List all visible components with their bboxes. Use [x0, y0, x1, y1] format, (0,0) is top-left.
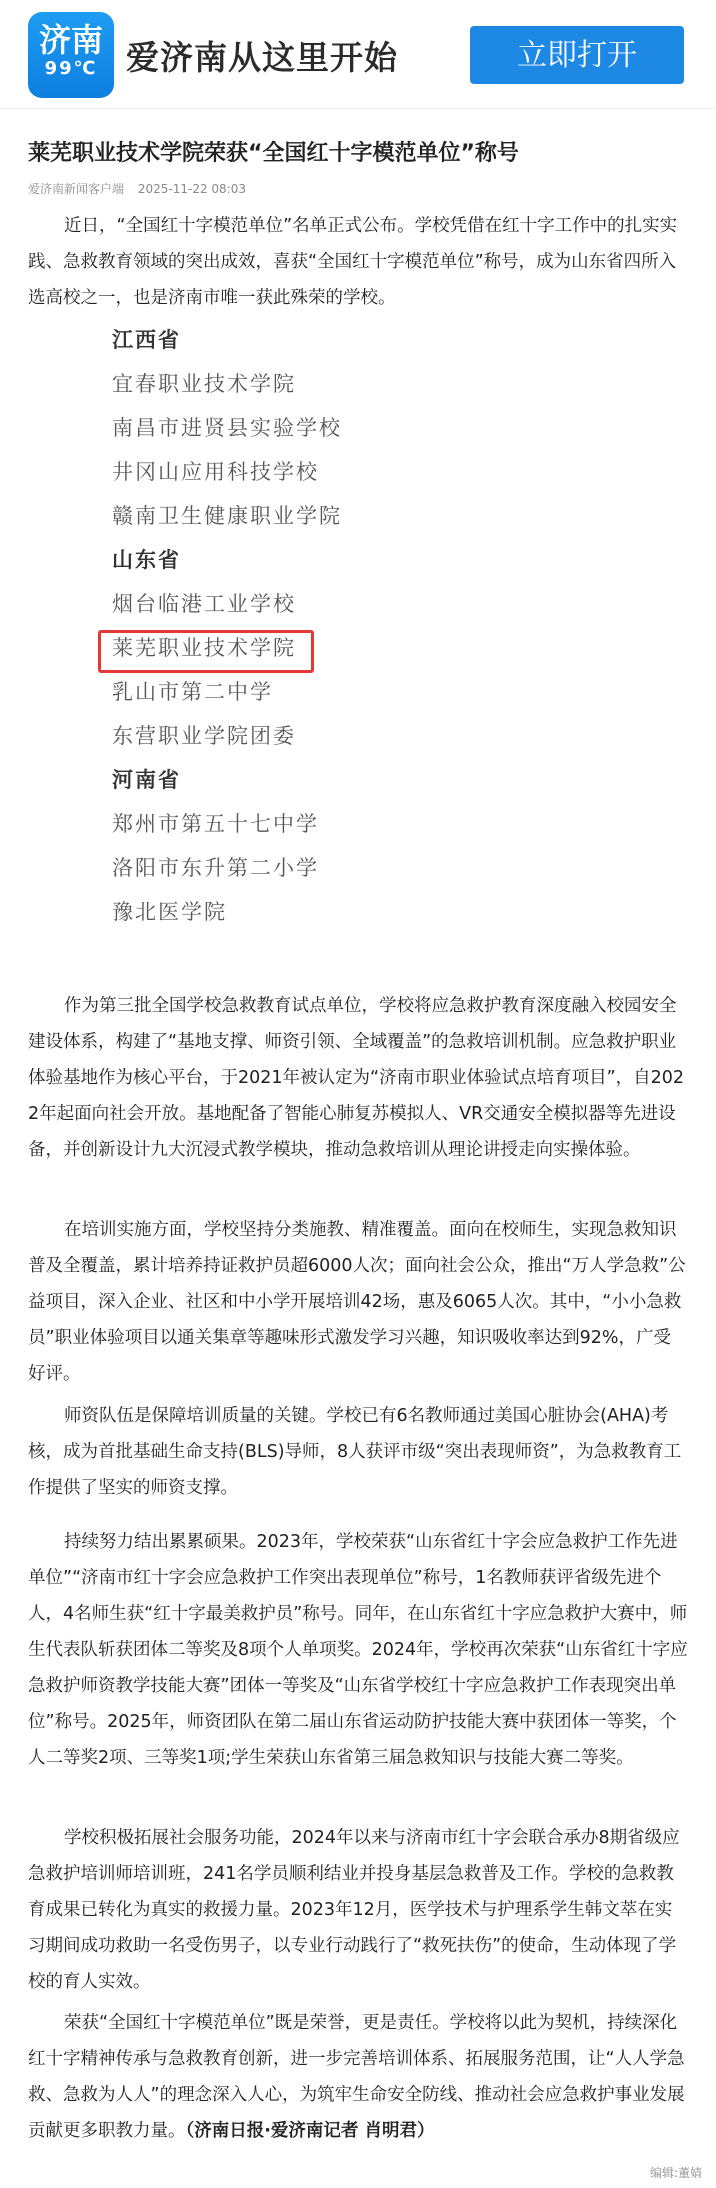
logo-text-top: 济南 [38, 21, 103, 59]
list-item: 东营职业学院团委 [112, 724, 296, 748]
highlight-box [98, 630, 314, 673]
body-paragraph-5: 学校积极拓展社会服务功能，2024年以来与济南市红十字会联合承办8期省级应急救护培训师培训班，241名学员顺利结业并投身基层急救普及工作。学校的急救教育成果已转化为真实的救援力量。2023年12月，医学技术与护理系学生韩文萃在实习期间成功救助一名受伤男子，以专业行动践行了“救死扶伤”的使命，生动体现了学校的育人实效。 [28, 1828, 680, 1992]
list-item: 南昌市进贤县实验学校 [112, 416, 342, 440]
body-paragraph-2: 在培训实施方面，学校坚持分类施教、精准覆盖。面向在校师生，实现急救知识普及全覆盖，累计培养持证救护员超6000人次；面向社会公众，推出“万人学急救”公益项目，深入企业、社区和中小学开展培训42场，惠及6065人次。其中，“小小急救员”职业体验项目以通关集章等趣味形式激发学习兴趣，知识吸收率达到92%，广受好评。 [28, 1220, 686, 1384]
article-time: 2025-11-22 08:03 [137, 182, 246, 196]
honoree-list-image [112, 318, 342, 934]
list-item: 井冈山应用科技学校 [112, 460, 319, 484]
closing-text: 荣获“全国红十字模范单位”既是荣誉，更是责任。学校将以此为契机，持续深化红十字精神传承与急救教育创新，进一步完善培训体系、拓展服务范围，让“人人学急救、急救为人人”的理念深入人心，为筑牢生命安全防线、推动社会应急救护事业发展贡献更多职教力量。 [28, 2013, 685, 2141]
article-meta [28, 180, 256, 197]
list-item: 乳山市第二中学 [112, 680, 273, 704]
list-item: 河南省 [112, 767, 181, 792]
body-paragraph-3: 师资队伍是保障培训质量的关键。学校已有6名教师通过美国心脏协会(AHA)考核，成为首批基础生命支持(BLS)导师，8人获评市级“突出表现师资”，为急救教育工作提供了坚实的师资支撑。 [28, 1406, 682, 1498]
body-paragraph-4: 持续努力结出累累硕果。2023年，学校荣获“山东省红十字会应急救护工作先进单位”“济南市红十字会应急救护工作突出表现单位”称号，1名教师获评省级先进个人，4名师生获“红十字最美救护员”称号。同年，在山东省红十字应急救护大赛中，师生代表队斩获团体二等奖及8项个人单项奖。2024年，学校再次荣获“山东省红十字应急救护师资教学技能大赛”团体一等奖及“山东省学校红十字应急救护工作表现突出单位”称号。2025年，师资团队在第二届山东省运动防护技能大赛中获团体一等奖，个人二等奖2项、三等奖1项;学生荣获山东省第三届急救知识与技能大赛二等奖。 [28, 1532, 688, 1768]
list-item: 郑州市第五十七中学 [112, 812, 319, 836]
list-item: 烟台临港工业学校 [112, 592, 296, 616]
logo-text-bottom: 99℃ [44, 58, 98, 79]
open-app-button[interactable]: 立即打开 [470, 26, 684, 84]
list-item: 江西省 [112, 327, 181, 352]
jinan-app-logo [28, 12, 114, 98]
editor-credit: 编辑:董婧 [649, 2166, 702, 2180]
banner-slogan: 爱济南从这里开始 [126, 38, 398, 77]
byline: （济南日报·爱济南记者 肖明君） [185, 2121, 435, 2141]
list-item: 洛阳市东升第二小学 [112, 856, 319, 880]
list-item: 山东省 [112, 547, 181, 572]
body-paragraph-6 [28, 2005, 688, 2149]
body-paragraph-1: 作为第三批全国学校急救教育试点单位，学校将应急救护教育深度融入校园安全建设体系，构建了“基地支撑、师资引领、全域覆盖”的急救培训机制。应急救护职业体验基地作为核心平台，于2021年被认定为“济南市职业体验试点培育项目”，自2022年起面向社会开放。基地配备了智能心肺复苏模拟人、VR交通安全模拟器等先进设备，并创新设计九大沉浸式教学模块，推动急救培训从理论讲授走向实操体验。 [28, 996, 685, 1160]
app-download-banner [0, 0, 716, 109]
article-title: 莱芜职业技术学院荣获“全国红十字模范单位”称号 [28, 141, 519, 166]
list-item: 宜春职业技术学院 [112, 372, 296, 396]
article-source: 爱济南新闻客户端 [28, 182, 125, 196]
list-item: 莱芜职业技术学院 [112, 636, 296, 660]
list-item: 豫北医学院 [112, 900, 227, 924]
list-item: 赣南卫生健康职业学院 [112, 504, 342, 528]
intro-paragraph: 近日，“全国红十字模范单位”名单正式公布。学校凭借在红十字工作中的扎实实践、急救教育领域的突出成效，喜获“全国红十字模范单位”称号，成为山东省四所入选高校之一，也是济南市唯一获此殊荣的学校。 [28, 216, 678, 308]
